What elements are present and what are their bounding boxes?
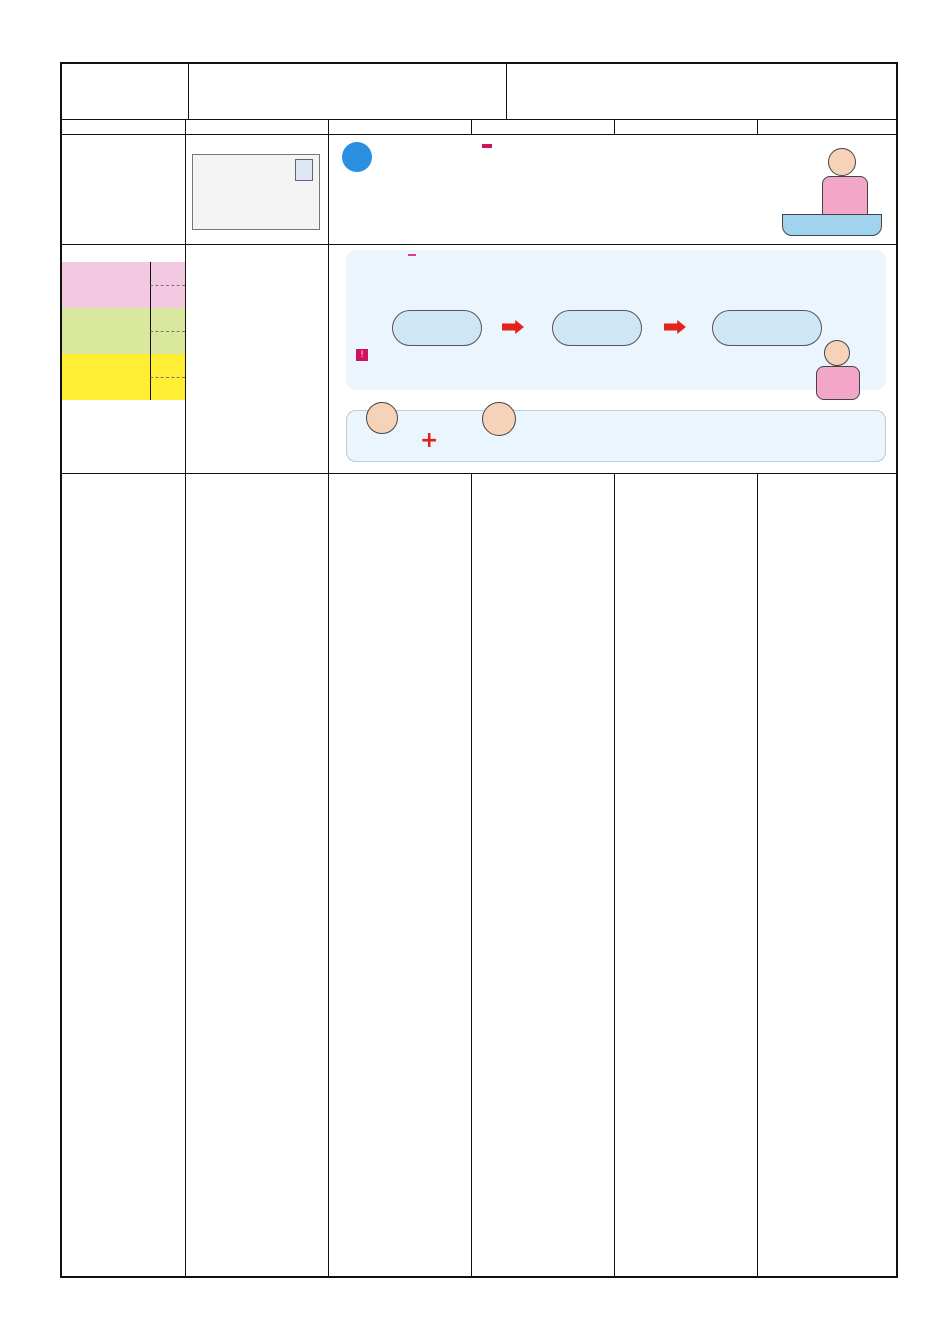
- boy-gargle-2-illustration: [482, 402, 516, 436]
- boy-gargle-illustration: [366, 402, 398, 434]
- scrub-hands-illustration: [552, 310, 642, 346]
- group-1-label: [150, 262, 185, 285]
- group-3-label: [150, 308, 185, 331]
- day-header-label: [62, 120, 185, 134]
- protein-label: [62, 253, 185, 262]
- row-divider: [62, 244, 896, 245]
- girl-washing-illustration: [778, 144, 888, 244]
- day-header-3: [471, 120, 614, 134]
- poster-headline-c: [482, 144, 492, 148]
- day-header-2: [328, 120, 471, 134]
- menu-sheet: [60, 62, 898, 1278]
- menu-label: [62, 134, 185, 244]
- group-6-label: [150, 377, 185, 400]
- group-4-label: [150, 331, 185, 354]
- group-2-label: [150, 285, 185, 308]
- group-5-label: [150, 354, 185, 377]
- girl-lotion-illustration: [804, 336, 884, 406]
- day-header-4: [614, 120, 757, 134]
- milk-icon: [295, 159, 313, 181]
- faucet-icon: [342, 142, 372, 172]
- guide-memo: [186, 416, 328, 420]
- energy-label: [62, 244, 185, 253]
- warning-icon: !: [356, 349, 368, 361]
- memo-label: [62, 400, 185, 473]
- day-header-1: [185, 120, 328, 134]
- point-title-b: [408, 254, 416, 256]
- soap-hands-illustration: [392, 310, 482, 346]
- day-header-5: [757, 120, 898, 134]
- plus-icon: +: [420, 428, 439, 453]
- guide-tray: [192, 154, 320, 230]
